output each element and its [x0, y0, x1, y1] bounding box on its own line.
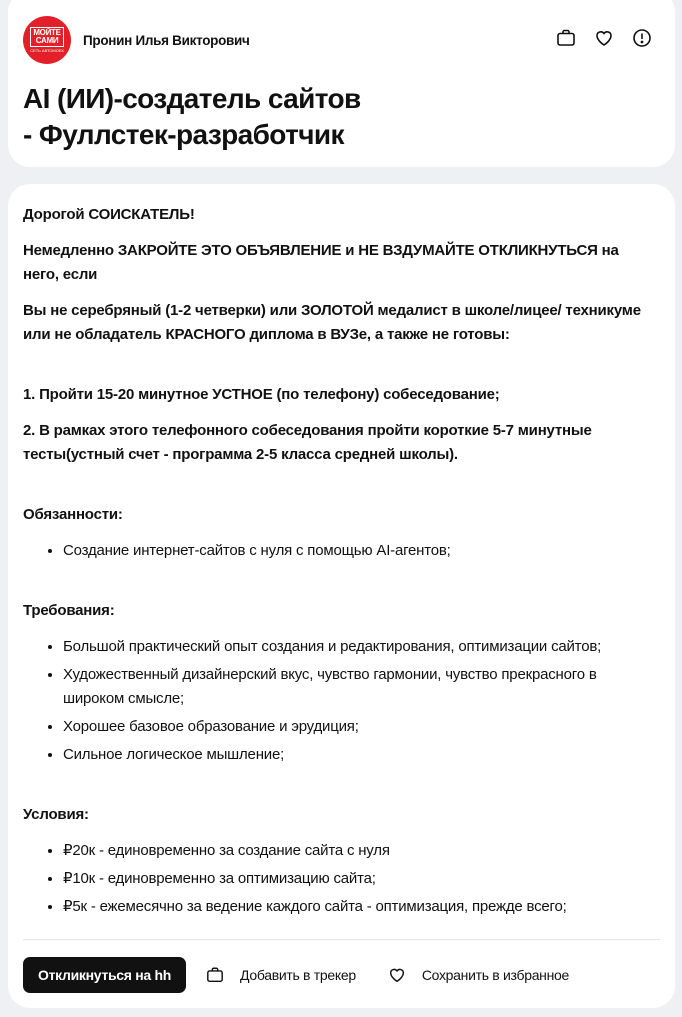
list-item: • ₽20к - единовременно за создание сайта с нуля [63, 839, 648, 863]
list-item: • Художественный дизайнерский вкус, чувство гармонии, чувство прекрасного в широком смысле; [63, 663, 648, 711]
vacancy-description-card [8, 184, 675, 1008]
logo-text-line2: САМИ [35, 36, 59, 45]
save-to-favorites-label: Сохранить в избранное [421, 967, 570, 983]
header-actions [556, 28, 652, 48]
step-2-text: 2. В рамках этого телефонного собеседования пройти короткие 5-7 минутные тесты(устный счет - программа 2-5 класса средней школы). [23, 422, 592, 463]
list-item: • Большой практический опыт создания и редактирования, оптимизации сайтов; [63, 635, 648, 659]
requirements-heading: Требования: [23, 602, 115, 619]
alert-icon[interactable] [632, 28, 652, 48]
vacancy-header-card [8, 0, 675, 167]
divider [23, 939, 660, 940]
vacancy-title-line2: - Фуллстек-разработчик [23, 119, 344, 150]
spacer [23, 779, 648, 803]
briefcase-icon [206, 966, 224, 984]
heart-icon [388, 966, 406, 984]
vacancy-title [23, 81, 583, 153]
list-item: • Создание интернет-сайтов с нуля с помощью AI-агентов; [63, 539, 648, 563]
spacer [23, 479, 648, 503]
vacancy-title-line1: AI (ИИ)-создатель сайтов [23, 83, 361, 114]
vacancy-description [23, 203, 648, 931]
employer-logo-mark [30, 27, 63, 47]
respond-button[interactable]: Откликнуться на hh [23, 957, 186, 993]
duties-list [23, 539, 648, 563]
add-to-tracker-button[interactable] [206, 966, 356, 984]
save-to-favorites-button[interactable] [388, 966, 569, 984]
heart-icon[interactable] [594, 28, 614, 48]
list-item: • ₽10к - единовременно за оптимизацию сайта; [63, 867, 648, 891]
greeting-text: Дорогой СОИСКАТЕЛЬ! [23, 206, 195, 223]
conditions-heading: Условия: [23, 806, 89, 823]
duties-heading: Обязанности: [23, 506, 123, 523]
vacancy-actions [23, 957, 569, 993]
logo-text-line1: МОЙТЕ [33, 28, 61, 37]
briefcase-icon[interactable] [556, 28, 576, 48]
conditions-list [23, 839, 648, 919]
warning-text: Немедленно ЗАКРОЙТЕ ЭТО ОБЪЯВЛЕНИЕ и НЕ ВЗДУМАЙТЕ ОТКЛИКНУТЬСЯ на него, если [23, 242, 619, 283]
spacer [23, 575, 648, 599]
logo-text-line3: СЕТЬ АВТОМОЕК [30, 48, 64, 53]
employer-name[interactable]: Пронин Илья Викторович [83, 32, 250, 48]
list-item: • Хорошее базовое образование и эрудиция; [63, 715, 648, 739]
condition-text: Вы не серебряный (1-2 четверки) или ЗОЛОТОЙ медалист в школе/лицее/ техникуме или не обладатель КРАСНОГО диплома в ВУЗе, а также не готовы: [23, 302, 641, 343]
list-item: • ₽5к - ежемесячно за ведение каждого сайта - оптимизация, прежде всего; [63, 895, 648, 919]
employer-logo[interactable] [23, 16, 71, 64]
spacer [23, 359, 648, 383]
requirements-list [23, 635, 648, 767]
step-1-text: 1. Пройти 15-20 минутное УСТНОЕ (по телефону) собеседование; [23, 386, 500, 403]
list-item: • Сильное логическое мышление; [63, 743, 648, 767]
add-to-tracker-label: Добавить в трекер [240, 967, 356, 983]
employer-row [23, 16, 250, 64]
